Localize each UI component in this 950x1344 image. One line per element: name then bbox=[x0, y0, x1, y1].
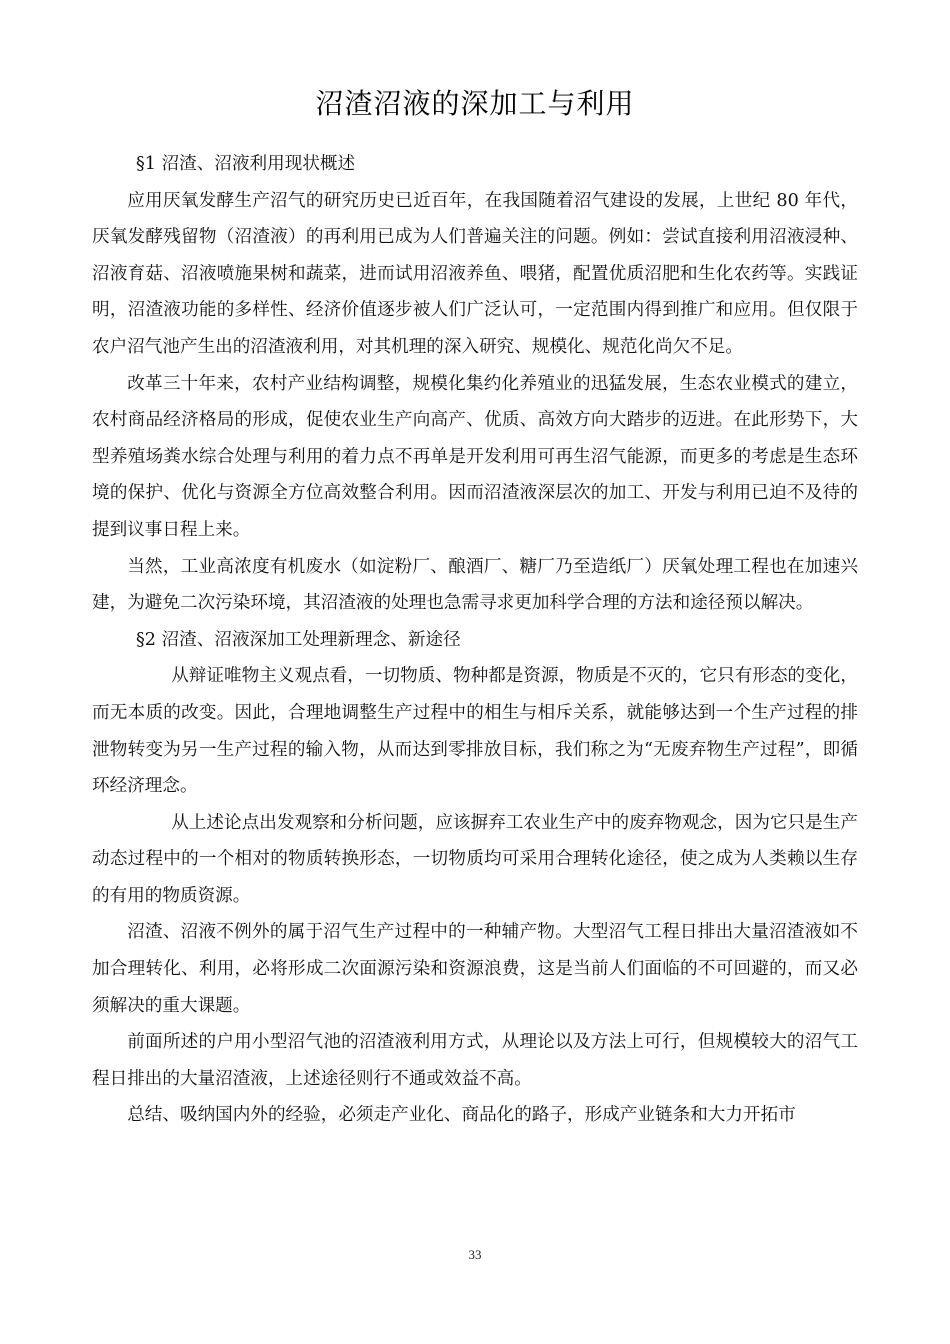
paragraph: 沼渣、沼液不例外的属于沼气生产过程中的一种辅产物。大型沼气工程日排出大量沼渣液如不加合理转化、利用，必将形成二次面源污染和资源浪费，这是当前人们面临的不可回避的，而又必须解决的重大课题。 bbox=[92, 922, 858, 1016]
paragraph: 从辩证唯物主义观点看，一切物质、物种都是资源，物质是不灭的，它只有形态的变化，而无本质的改变。因此，合理地调整生产过程中的相生与相斥关系，就能够达到一个生产过程的排泄物转变为另一生产过程的输入物，从而达到零排放目标，我们称之为“无废弃物生产过程”，即循环经济理念。 bbox=[92, 666, 858, 797]
section-heading-1: §1 沼渣、沼液利用现状概述 bbox=[136, 154, 356, 174]
document-body bbox=[92, 146, 858, 1134]
page-number: 33 bbox=[468, 1247, 482, 1262]
section-heading-2: §2 沼渣、沼液深加工处理新理念、新途径 bbox=[136, 629, 461, 650]
document-title: 沼渣沼液的深加工与利用 bbox=[315, 87, 635, 120]
paragraph: 应用厌氧发酵生产沼气的研究历史已近百年，在我国随着沼气建设的发展，上世纪 80 年代，厌氧发酵残留物（沼渣液）的再利用已成为人们普遍关注的问题。例如：尝试直接利用沼液浸种、沼液育菇、沼液喷施果树和蔬菜，进而试用沼液养鱼、喂猪，配置优质沼肥和生化农药等。实践证明，沼渣液功能的多样性、经济价值逐步被人们广泛认可，一定范围内得到推广和应用。但仅限于农户沼气池产生出的沼渣液利用，对其机理的深入研究、规模化、规范化尚欠不足。 bbox=[92, 190, 858, 357]
paragraph: 总结、吸纳国内外的经验，必须走产业化、商品化的路子，形成产业链条和大力开拓市 bbox=[127, 1105, 796, 1126]
paragraph: 从上述论点出发观察和分析问题，应该摒弃工农业生产中的废弃物观念，因为它只是生产动态过程中的一个相对的物质转换形态，一切物质均可采用合理转化途径，使之成为人类赖以生存的有用的物质资源。 bbox=[92, 812, 858, 906]
paragraph: 当然，工业高浓度有机废水（如淀粉厂、酿酒厂、糖厂乃至造纸厂）厌氧处理工程也在加速兴建，为避免二次污染环境，其沼渣液的处理也急需寻求更加科学合理的方法和途径预以解决。 bbox=[92, 556, 858, 614]
paragraph: 改革三十年来，农村产业结构调整，规模化集约化养殖业的迅猛发展，生态农业模式的建立，农村商品经济格局的形成，促使农业生产向高产、优质、高效方向大踏步的迈进。在此形势下，大型养殖场粪水综合处理与利用的着力点不再单是开发利用可再生沼气能源，而更多的考虑是生态环境的保护、优化与资源全方位高效整合利用。因而沼渣液深层次的加工、开发与利用已迫不及待的提到议事日程上来。 bbox=[92, 373, 858, 540]
paragraph: 前面所述的户用小型沼气池的沼渣液利用方式，从理论以及方法上可行，但规模较大的沼气工程日排出的大量沼渣液，上述途径则行不通或效益不高。 bbox=[92, 1032, 858, 1089]
